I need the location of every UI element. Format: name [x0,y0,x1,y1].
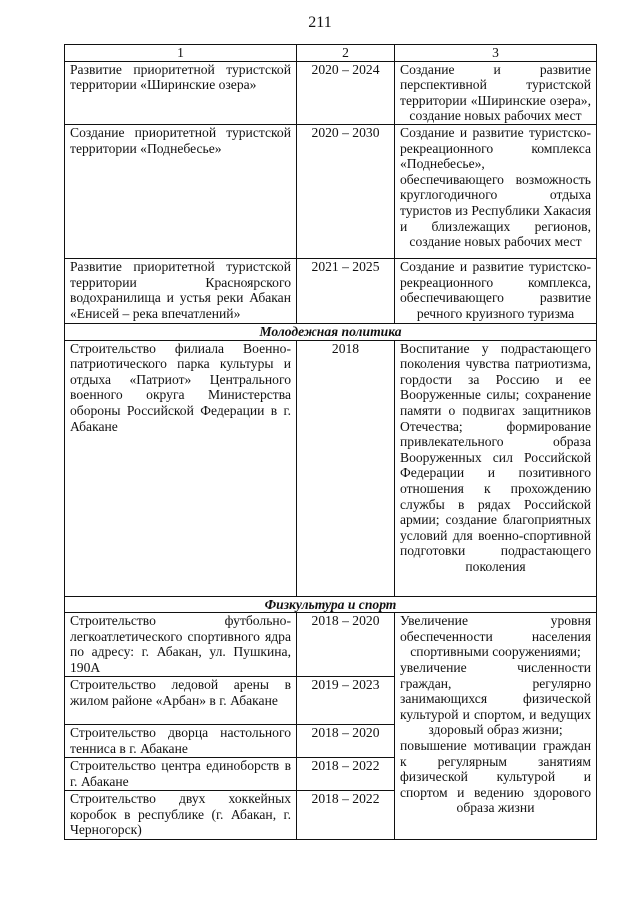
project-name: Развитие приоритетной туристской территории Красноярского водохранилища и устья реки Абакан «Енисей – река впечатлений» [65,258,297,323]
project-name: Строительство двух хоккейных коробок в республике (г. Абакан, г. Черногорск) [65,791,297,840]
project-period: 2018 – 2020 [297,725,395,758]
project-description: Воспитание у подрастающего поколения чувства патриотизма, гордости за Россию и ее Вооруженные силы; сохранение памяти о подвигах защитников Отечества; формирование привлекательного образа Вооруженных сил Российской Федерации и позитивного отношения к прохождению службы в рядах Российской армии; создание благоприятных условий для военно-спортивной подготовки подрастающего поколения [395,340,597,596]
project-name: Строительство центра единоборств в г. Абакане [65,758,297,791]
project-name: Строительство футбольно-легкоатлетического спортивного ядра по адресу: г. Абакан, ул. Пушкина, 190А [65,613,297,677]
project-description: Создание и развитие туристско-рекреационного комплекса «Поднебесье», обеспечивающего возможность круглогодичного отдыха туристов из Республики Хакасия и близлежащих регионов, создание новых рабочих мест [395,124,597,258]
project-name: Строительство дворца настольного тенниса в г. Абакане [65,725,297,758]
project-period: 2018 [297,340,395,596]
header-col-2: 2 [297,45,395,62]
section-row [65,596,597,613]
project-period: 2018 – 2022 [297,758,395,791]
project-period: 2018 – 2020 [297,613,395,677]
project-description: Создание и развитие перспективной туристской территории «Ширинские озера», создание новых рабочих мест [395,61,597,124]
project-period: 2021 – 2025 [297,258,395,323]
header-row [65,45,597,62]
table-row [65,613,597,677]
table-row [65,340,597,596]
projects-table [64,44,597,840]
table-row [65,258,597,323]
sport-description-line: повышение мотивации граждан к регулярным занятиям физической культурой и спортом и ведению здорового образа жизни [400,737,591,816]
sport-description [395,613,597,840]
project-name: Развитие приоритетной туристской территории «Ширинские озера» [65,61,297,124]
table-row [65,61,597,124]
project-period: 2018 – 2022 [297,791,395,840]
project-description: Создание и развитие туристско-рекреационного комплекса, обеспечивающего развитие речного круизного туризма [395,258,597,323]
project-period: 2020 – 2024 [297,61,395,124]
header-col-1: 1 [65,45,297,62]
header-col-3: 3 [395,45,597,62]
table-row [65,124,597,258]
project-name: Создание приоритетной туристской территории «Поднебесье» [65,124,297,258]
section-youth-title: Молодежная политика [65,323,597,340]
project-period: 2019 – 2023 [297,677,395,725]
project-period: 2020 – 2030 [297,124,395,258]
page-number: 211 [308,14,332,31]
project-name: Строительство филиала Военно-патриотического парка культуры и отдыха «Патриот» Центрального военного округа Министерства обороны Российской Федерации в г. Абакане [65,340,297,596]
sport-description-line: увеличение численности граждан, регулярно занимающихся физической культурой и спортом, и ведущих здоровый образ жизни; [400,659,591,738]
project-name: Строительство ледовой арены в жилом районе «Арбан» в г. Абакане [65,677,297,725]
section-row [65,323,597,340]
sport-description-line: Увеличение уровня обеспеченности населения спортивными сооружениями; [400,613,591,660]
section-sport-title: Физкультура и спорт [65,596,597,613]
